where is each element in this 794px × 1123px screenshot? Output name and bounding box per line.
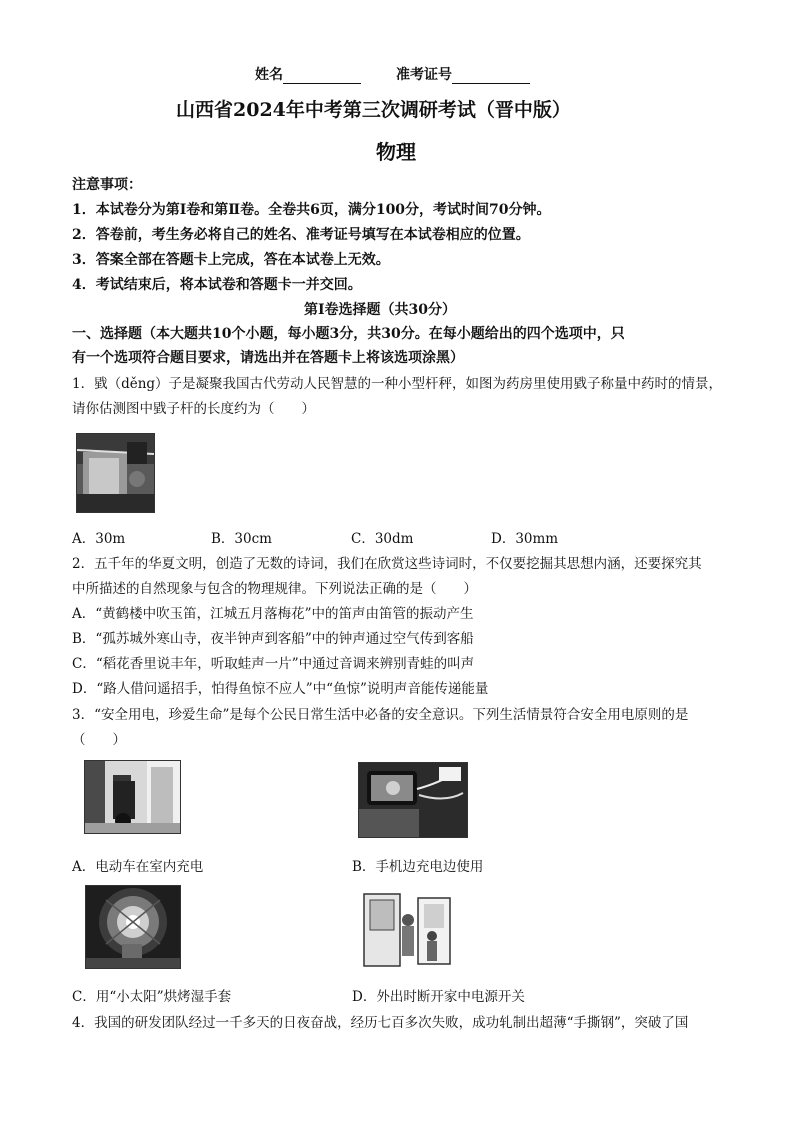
note-item: 1．本试卷分为第Ⅰ卷和第Ⅱ卷。全卷共6页，满分100分，考试时间70分钟。 [72,202,551,218]
q1-scale-photo [76,433,155,513]
subject-title: 物理 [376,140,416,164]
q1-option-d: D．30mm [491,531,559,547]
section-instructions: 一、选择题（本大题共10个小题，每小题3分，共30分。在每小题给出的四个选项中，只 [72,326,625,342]
name-blank[interactable] [283,69,361,84]
q2-option-d: D．“路人借问遥招手，怕得鱼惊不应人”中“鱼惊”说明声音能传递能量 [72,681,489,697]
note-item: 2．答卷前，考生务必将自己的姓名、准考证号填写在本试卷相应的位置。 [72,227,530,243]
section-instructions-cont: 有一个选项符合题目要求，请选出并在答题卡上将该选项涂黑） [72,350,464,366]
q3-power-switch-photo [362,890,454,970]
notes-title: 注意事项： [72,177,142,193]
section-title: 第Ⅰ卷选择题（共30分） [304,302,457,318]
exam-number-blank[interactable] [452,69,530,84]
q3-option-d: D．外出时断开家中电源开关 [352,989,525,1005]
q1-stem-cont: 请你估测图中戥子杆的长度约为（ ） [72,401,315,417]
exam-number-field [396,64,530,84]
q3-heater-gloves-photo [85,885,181,969]
q3-option-b: B．手机边充电边使用 [352,859,484,875]
name-label: 姓名 [255,67,283,83]
q1-stem: 1．戥（děng）子是凝聚我国古代劳动人民智慧的一种小型杆秤，如图为药房里使用戥子称量中药时的情景， [72,376,723,392]
exam-number-label: 准考证号 [396,67,452,83]
q2-option-c: C．“稻花香里说丰年，听取蛙声一片”中通过音调来辨别青蛙的叫声 [72,656,475,672]
q3-ebike-indoor-photo [84,760,181,834]
note-item: 3．答案全部在答题卡上完成，答在本试卷上无效。 [72,252,390,268]
q2-option-a: A．“黄鹤楼中吹玉笛，江城五月落梅花”中的笛声由笛管的振动产生 [72,606,474,622]
exam-title: 山西省2024年中考第三次调研考试（晋中版） [176,99,571,121]
note-item: 4．考试结束后，将本试卷和答题卡一并交回。 [72,277,362,293]
q3-option-c: C．用“小太阳”烘烤湿手套 [72,989,232,1005]
q2-stem-cont: 中所描述的自然现象与包含的物理规律。下列说法正确的是（ ） [72,581,477,597]
q2-stem: 2．五千年的华夏文明，创造了无数的诗词，我们在欣赏这些诗词时，不仅要挖掘其思想内涵，还要探究其 [72,556,702,572]
q1-option-a: A．30m [72,531,126,547]
q3-phone-charging-photo [358,762,468,838]
q1-option-b: B．30cm [211,531,272,547]
q1-option-c: C．30dm [351,531,414,547]
q2-option-b: B．“孤苏城外寒山寺，夜半钟声到客船”中的钟声通过空气传到客船 [72,631,474,647]
q3-stem: 3．“安全用电，珍爱生命”是每个公民日常生活中必备的安全意识。下列生活情景符合安全用电原则的是 [72,707,689,723]
q4-stem: 4．我国的研发团队经过一千多天的日夜奋战，经历七百多次失败，成功轧制出超薄“手撕钢”，突破了国 [72,1015,689,1031]
name-field [255,64,361,84]
q3-option-a: A．电动车在室内充电 [72,859,204,875]
q3-stem-cont: （ ） [72,732,126,748]
